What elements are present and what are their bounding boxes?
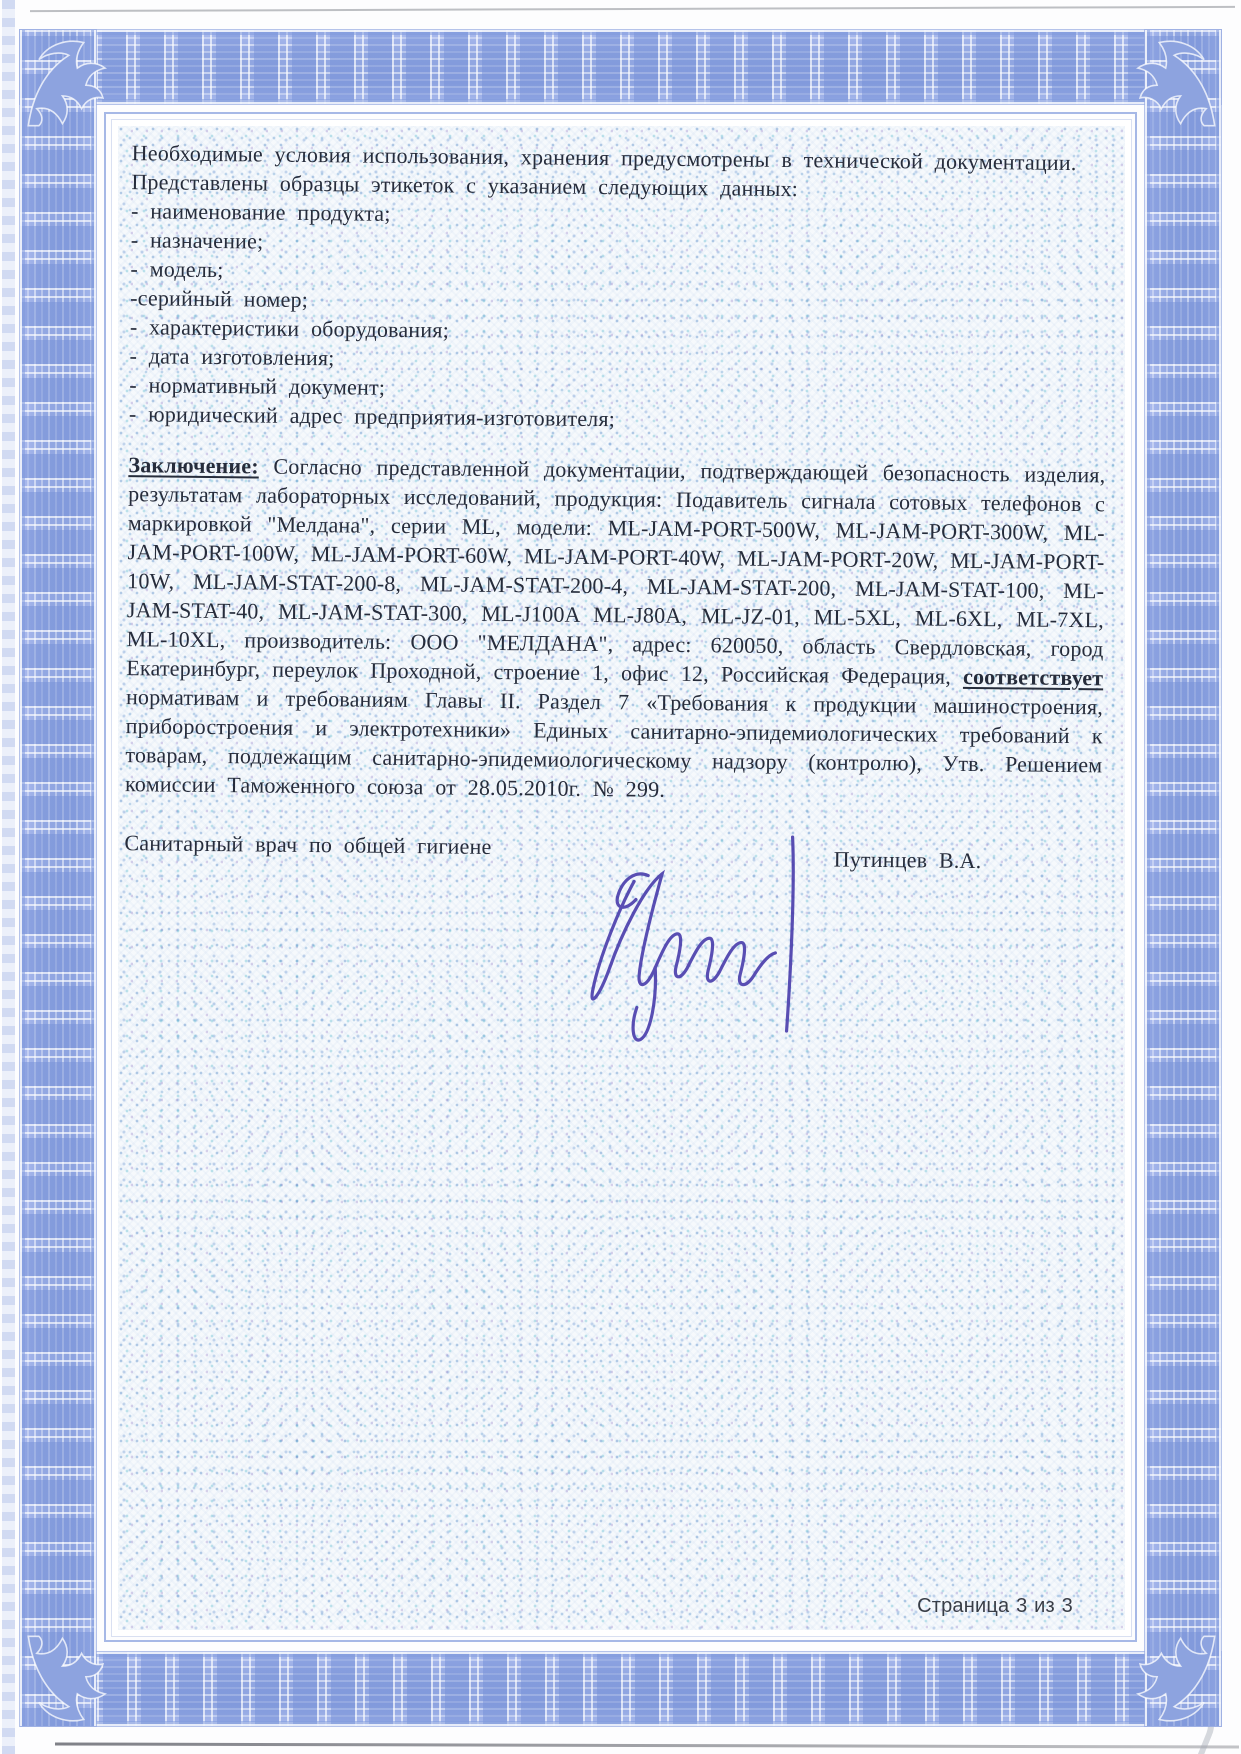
signature-role: Санитарный врач по общей гигиене xyxy=(124,830,492,859)
list-item: -серийный номер; xyxy=(130,285,309,312)
list-item: - нормативный документ; xyxy=(129,372,386,400)
page-edge-strip xyxy=(2,0,15,1754)
list-item: - модель; xyxy=(130,256,224,283)
border-corner-ornament-icon xyxy=(24,1632,120,1728)
border-corner-ornament-icon xyxy=(1123,34,1219,130)
conclusion-text-before: Согласно представленной документации, подтверждающей безопасность изделия, результатам лабораторных исследований, продукция: Подавитель сигнала сотовых телефонов с маркировкой "Мелдана", серии ML, модели: ML-JAM-PORT-500W, ML-JAM-PORT-300W, ML-JAM-PORT-100W, ML-JAM-PORT-60W, ML-JAM-PORT-40W, ML-JAM-PORT-20W, ML-JAM-PORT-10W, ML-JAM-STAT-200-8, ML-JAM-STAT-200-4, ML-JAM-STAT-200, ML-JAM-STAT-100, ML-JAM-STAT-40, ML-JAM-STAT-300, ML-J100A ML-J80A, ML-JZ-01, ML-5XL, ML-6XL, ML-7XL, ML-10XL, производитель: ООО "МЕЛДАНА", адрес: 620050, область Свердловская, город Екатеринбург, переулок Проходной, строение 1, офис 12, Российская Федерация, xyxy=(126,453,1106,689)
list-item: - наименование продукта; xyxy=(130,198,391,226)
intro-paragraph: Необходимые условия использования, хранения предусмотрены в технической документации. xyxy=(131,140,1077,176)
signature-name: Путинцев В.А. xyxy=(833,846,982,874)
scan-edge-bottom xyxy=(55,1742,1239,1748)
document-text xyxy=(102,126,1125,1640)
conclusion-text-after: нормативам и требованиям Главы II. Раздел 7 «Требования к продукции машиностроения, приборостроения и электротехники» Единых санитарно-эпидемиологических требований к товарам, подлежащим санитарно-эпидемиологическому надзору (контролю), Утв. Решением комиссии Таможенного союза от 28.05.2010г. № 299. xyxy=(124,684,1104,802)
ornamental-border-bottom xyxy=(21,1652,1221,1726)
scan-edge-top xyxy=(30,6,1235,12)
ornamental-border-top xyxy=(20,30,1221,104)
labels-intro: Представлены образцы этикеток с указанием следующих данных: xyxy=(131,169,799,202)
border-corner-ornament-icon xyxy=(1123,1632,1219,1728)
label-list xyxy=(129,196,1108,438)
ornamental-border-left xyxy=(20,30,96,1726)
signature-ink xyxy=(558,829,800,1052)
conclusion-label: Заключение: xyxy=(128,452,260,479)
page-footer: Страница 3 из 3 xyxy=(917,1595,1073,1617)
list-item: - юридический адрес предприятия-изготовителя; xyxy=(128,401,616,432)
conclusion-paragraph xyxy=(125,450,1106,808)
list-item: - назначение; xyxy=(130,227,264,254)
ornamental-border-right xyxy=(1145,30,1221,1726)
content-area xyxy=(112,120,1131,1636)
list-item: - дата изготовления; xyxy=(129,343,335,371)
conclusion-emphasized-word: соответствует xyxy=(962,663,1104,691)
list-item: - характеристики оборудования; xyxy=(129,314,450,343)
